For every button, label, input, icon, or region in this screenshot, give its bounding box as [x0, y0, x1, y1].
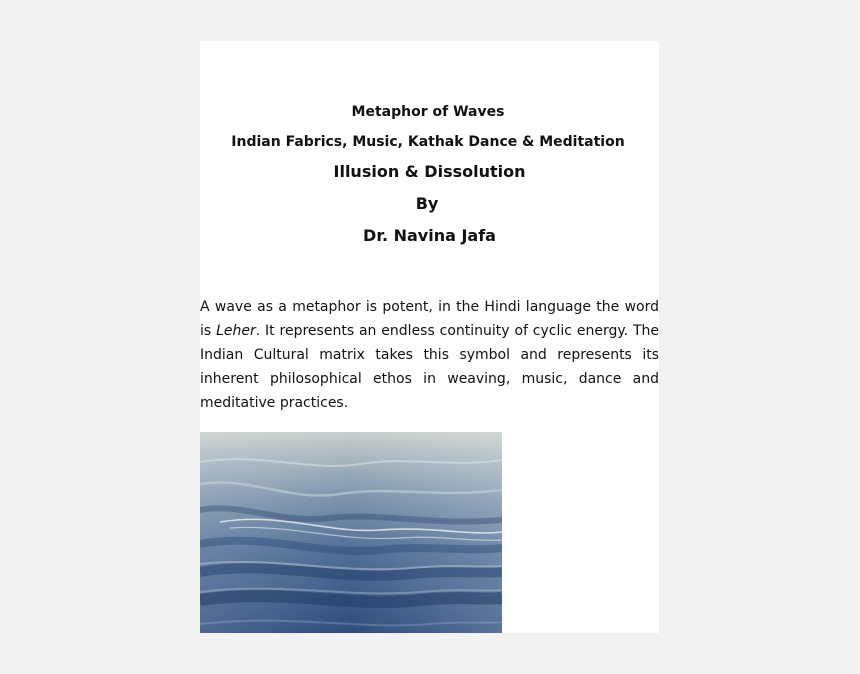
document-subtitle: Indian Fabrics, Music, Kathak Dance & Meditation	[231, 134, 625, 150]
document-page	[200, 41, 659, 633]
emphasized-word: Leher	[216, 323, 256, 339]
wave-photograph	[200, 432, 502, 633]
paragraph-text-end: . It represents an endless continuity of cyclic energy. The Indian Cultural matrix takes this symbol and represents its inherent philosophical ethos in weaving, music, dance and meditative practices.	[200, 323, 659, 411]
author-name: Dr. Navina Jafa	[363, 226, 496, 245]
document-title: Metaphor of Waves	[351, 104, 505, 120]
byline-label: By	[415, 194, 439, 213]
title-block	[200, 103, 659, 246]
intro-paragraph	[200, 295, 659, 415]
document-theme: Illusion & Dissolution	[333, 162, 526, 181]
paragraph-text-start: A wave as a metaphor is potent, in the Hindi language the word is	[200, 299, 659, 339]
